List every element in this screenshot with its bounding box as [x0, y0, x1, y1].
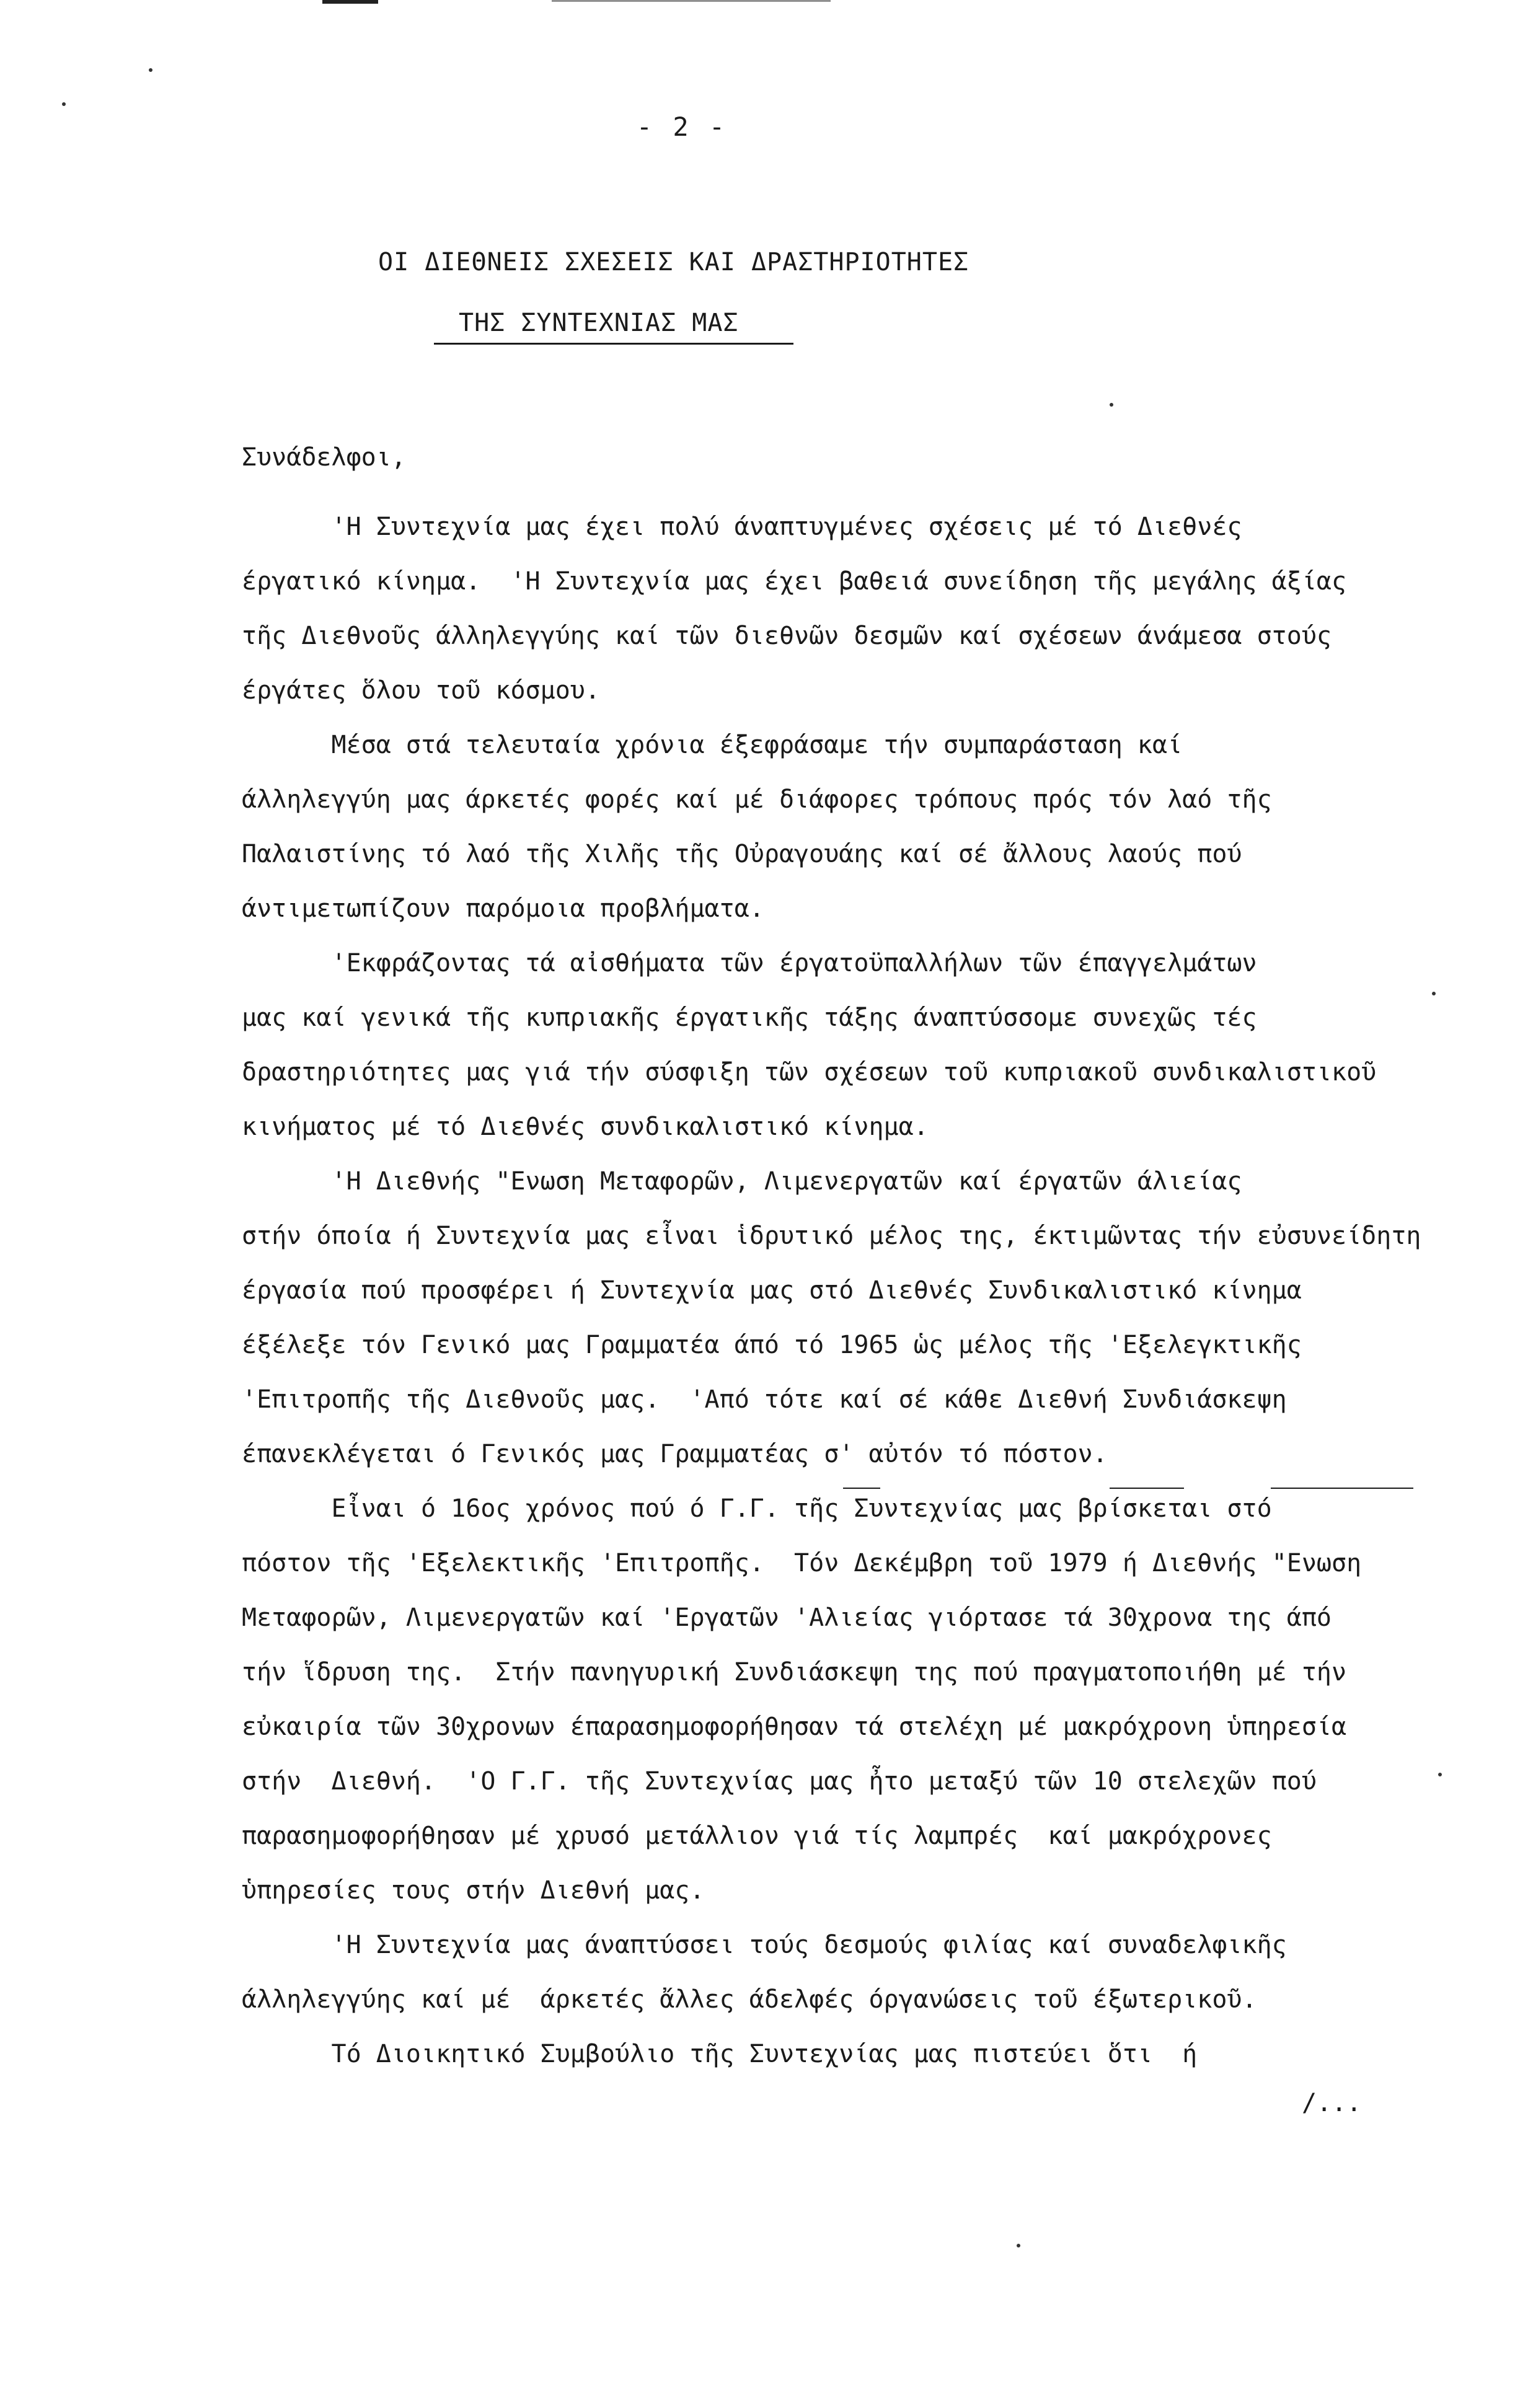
text-line: έργάτες ὅλου τοῦ κόσμου. [242, 676, 600, 705]
scan-speck [1432, 992, 1436, 995]
text-line: 'Εκφράζοντας τά αἰσθήματα τῶν έργατοϋπαλλήλων τῶν έπαγγελμάτων [242, 949, 1257, 977]
text-line: άντιμετωπίζουν παρόμοια προβλήματα. [242, 894, 764, 923]
text-line: Παλαιστίνης τό λαό τῆς Χιλῆς τῆς Οὐραγουάης καί σέ ἄλλους λαούς πού [242, 840, 1242, 868]
text-line: στήν όποία ή Συντεχνία μας εἶναι ἱδρυτικό μέλος της, έκτιμῶντας τήν εὐσυνείδητη [242, 1222, 1421, 1250]
document-subtitle: ΤΗΣ ΣΥΝΤΕΧΝΙΑΣ ΜΑΣ [459, 309, 739, 337]
text-line: εὐκαιρία τῶν 30χρονων έπαρασημοφορήθησαν τά στελέχη μέ μακρόχρονη ὑπηρεσία [242, 1713, 1347, 1741]
scan-edge-mark [552, 0, 831, 2]
letter-body [242, 500, 1421, 2081]
document-title: ΟΙ ΔΙΕΘΝΕΙΣ ΣΧΕΣΕΙΣ ΚΑΙ ΔΡΑΣΤΗΡΙΟΤΗΤΕΣ [378, 248, 970, 276]
scan-speck [1110, 403, 1113, 407]
title-underline [434, 343, 793, 345]
scan-dash-mark [1110, 1488, 1184, 1489]
text-line: έργατικό κίνημα. 'Η Συντεχνία μας έχει βαθειά συνείδηση τῆς μεγάλης άξίας [242, 567, 1347, 596]
scan-speck [1438, 1773, 1442, 1776]
scan-dash-mark [1271, 1488, 1413, 1489]
continuation-mark: /... [1302, 2089, 1362, 2117]
text-line: παρασημοφορήθησαν μέ χρυσό μετάλλιον γιά τίς λαμπρές καί μακρόχρονες [242, 1822, 1272, 1850]
text-line: δραστηριότητες μας γιά τήν σύσφιξη τῶν σχέσεων τοῦ κυπριακοῦ συνδικαλιστικοῦ [242, 1058, 1377, 1087]
scan-dash-mark [843, 1488, 880, 1489]
text-line: κινήματος μέ τό Διεθνές συνδικαλιστικό κίνημα. [242, 1113, 929, 1141]
text-line: 'Η Συντεχνία μας άναπτύσσει τούς δεσμούς φιλίας καί συναδελφικῆς [242, 1931, 1287, 1959]
text-line: έργασία πού προσφέρει ή Συντεχνία μας στό Διεθνές Συνδικαλιστικό κίνημα [242, 1276, 1302, 1305]
text-line: στήν Διεθνή. 'Ο Γ.Γ. τῆς Συντεχνίας μας ἦτο μεταξύ τῶν 10 στελεχῶν πού [242, 1767, 1317, 1796]
text-line: 'Η Διεθνής "Ενωση Μεταφορῶν, Λιμενεργατῶν καί έργατῶν άλιείας [242, 1167, 1242, 1196]
text-line: Μεταφορῶν, Λιμενεργατῶν καί 'Εργατῶν 'Αλιείας γιόρτασε τά 30χρονα της άπό [242, 1603, 1332, 1632]
text-line: 'Επιτροπῆς τῆς Διεθνοῦς μας. 'Από τότε καί σέ κάθε Διεθνή Συνδιάσκεψη [242, 1385, 1287, 1414]
text-line: πόστον τῆς 'Εξελεκτικῆς 'Επιτροπῆς. Τόν Δεκέμβρη τοῦ 1979 ή Διεθνής "Ενωση [242, 1549, 1362, 1577]
scan-speck [62, 102, 66, 106]
text-line: Τό Διοικητικό Συμβούλιο τῆς Συντεχνίας μας πιστεύει ὅτι ή [242, 2040, 1198, 2068]
text-line: 'Η Συντεχνία μας έχει πολύ άναπτυγμένες σχέσεις μέ τό Διεθνές [242, 513, 1242, 541]
text-line: άλληλεγγύης καί μέ άρκετές ἄλλες άδελφές όργανώσεις τοῦ έξωτερικοῦ. [242, 1985, 1257, 2014]
text-line: Μέσα στά τελευταία χρόνια έξεφράσαμε τήν συμπαράσταση καί [242, 731, 1183, 759]
text-line: άλληλεγγύη μας άρκετές φορές καί μέ διάφορες τρόπους πρός τόν λαό τῆς [242, 785, 1272, 814]
text-line: έξέλεξε τόν Γενικό μας Γραμματέα άπό τό 1965 ὡς μέλος τῆς 'Εξελεγκτικῆς [242, 1331, 1302, 1359]
text-line: τήν ἵδρυση της. Στήν πανηγυρική Συνδιάσκεψη της πού πραγματοποιήθη μέ τήν [242, 1658, 1347, 1687]
page-number: - 2 - [636, 112, 728, 142]
text-line: τῆς Διεθνοῦς άλληλεγγύης καί τῶν διεθνῶν δεσμῶν καί σχέσεων άνάμεσα στούς [242, 622, 1332, 650]
text-line: Εἶναι ό 16ος χρόνος πού ό Γ.Γ. τῆς Συντεχνίας μας βρίσκεται στό [242, 1494, 1272, 1523]
scan-speck [1017, 2244, 1020, 2247]
text-line: μας καί γενικά τῆς κυπριακῆς έργατικῆς τάξης άναπτύσσομε συνεχῶς τές [242, 1003, 1257, 1032]
scan-speck [149, 68, 152, 72]
salutation: Συνάδελφοι, [242, 443, 406, 472]
scan-edge-mark [322, 0, 378, 4]
text-line: έπανεκλέγεται ό Γενικός μας Γραμματέας σ' αὐτόν τό πόστον. [242, 1440, 1108, 1468]
text-line: ὑπηρεσίες τους στήν Διεθνή μας. [242, 1876, 705, 1905]
